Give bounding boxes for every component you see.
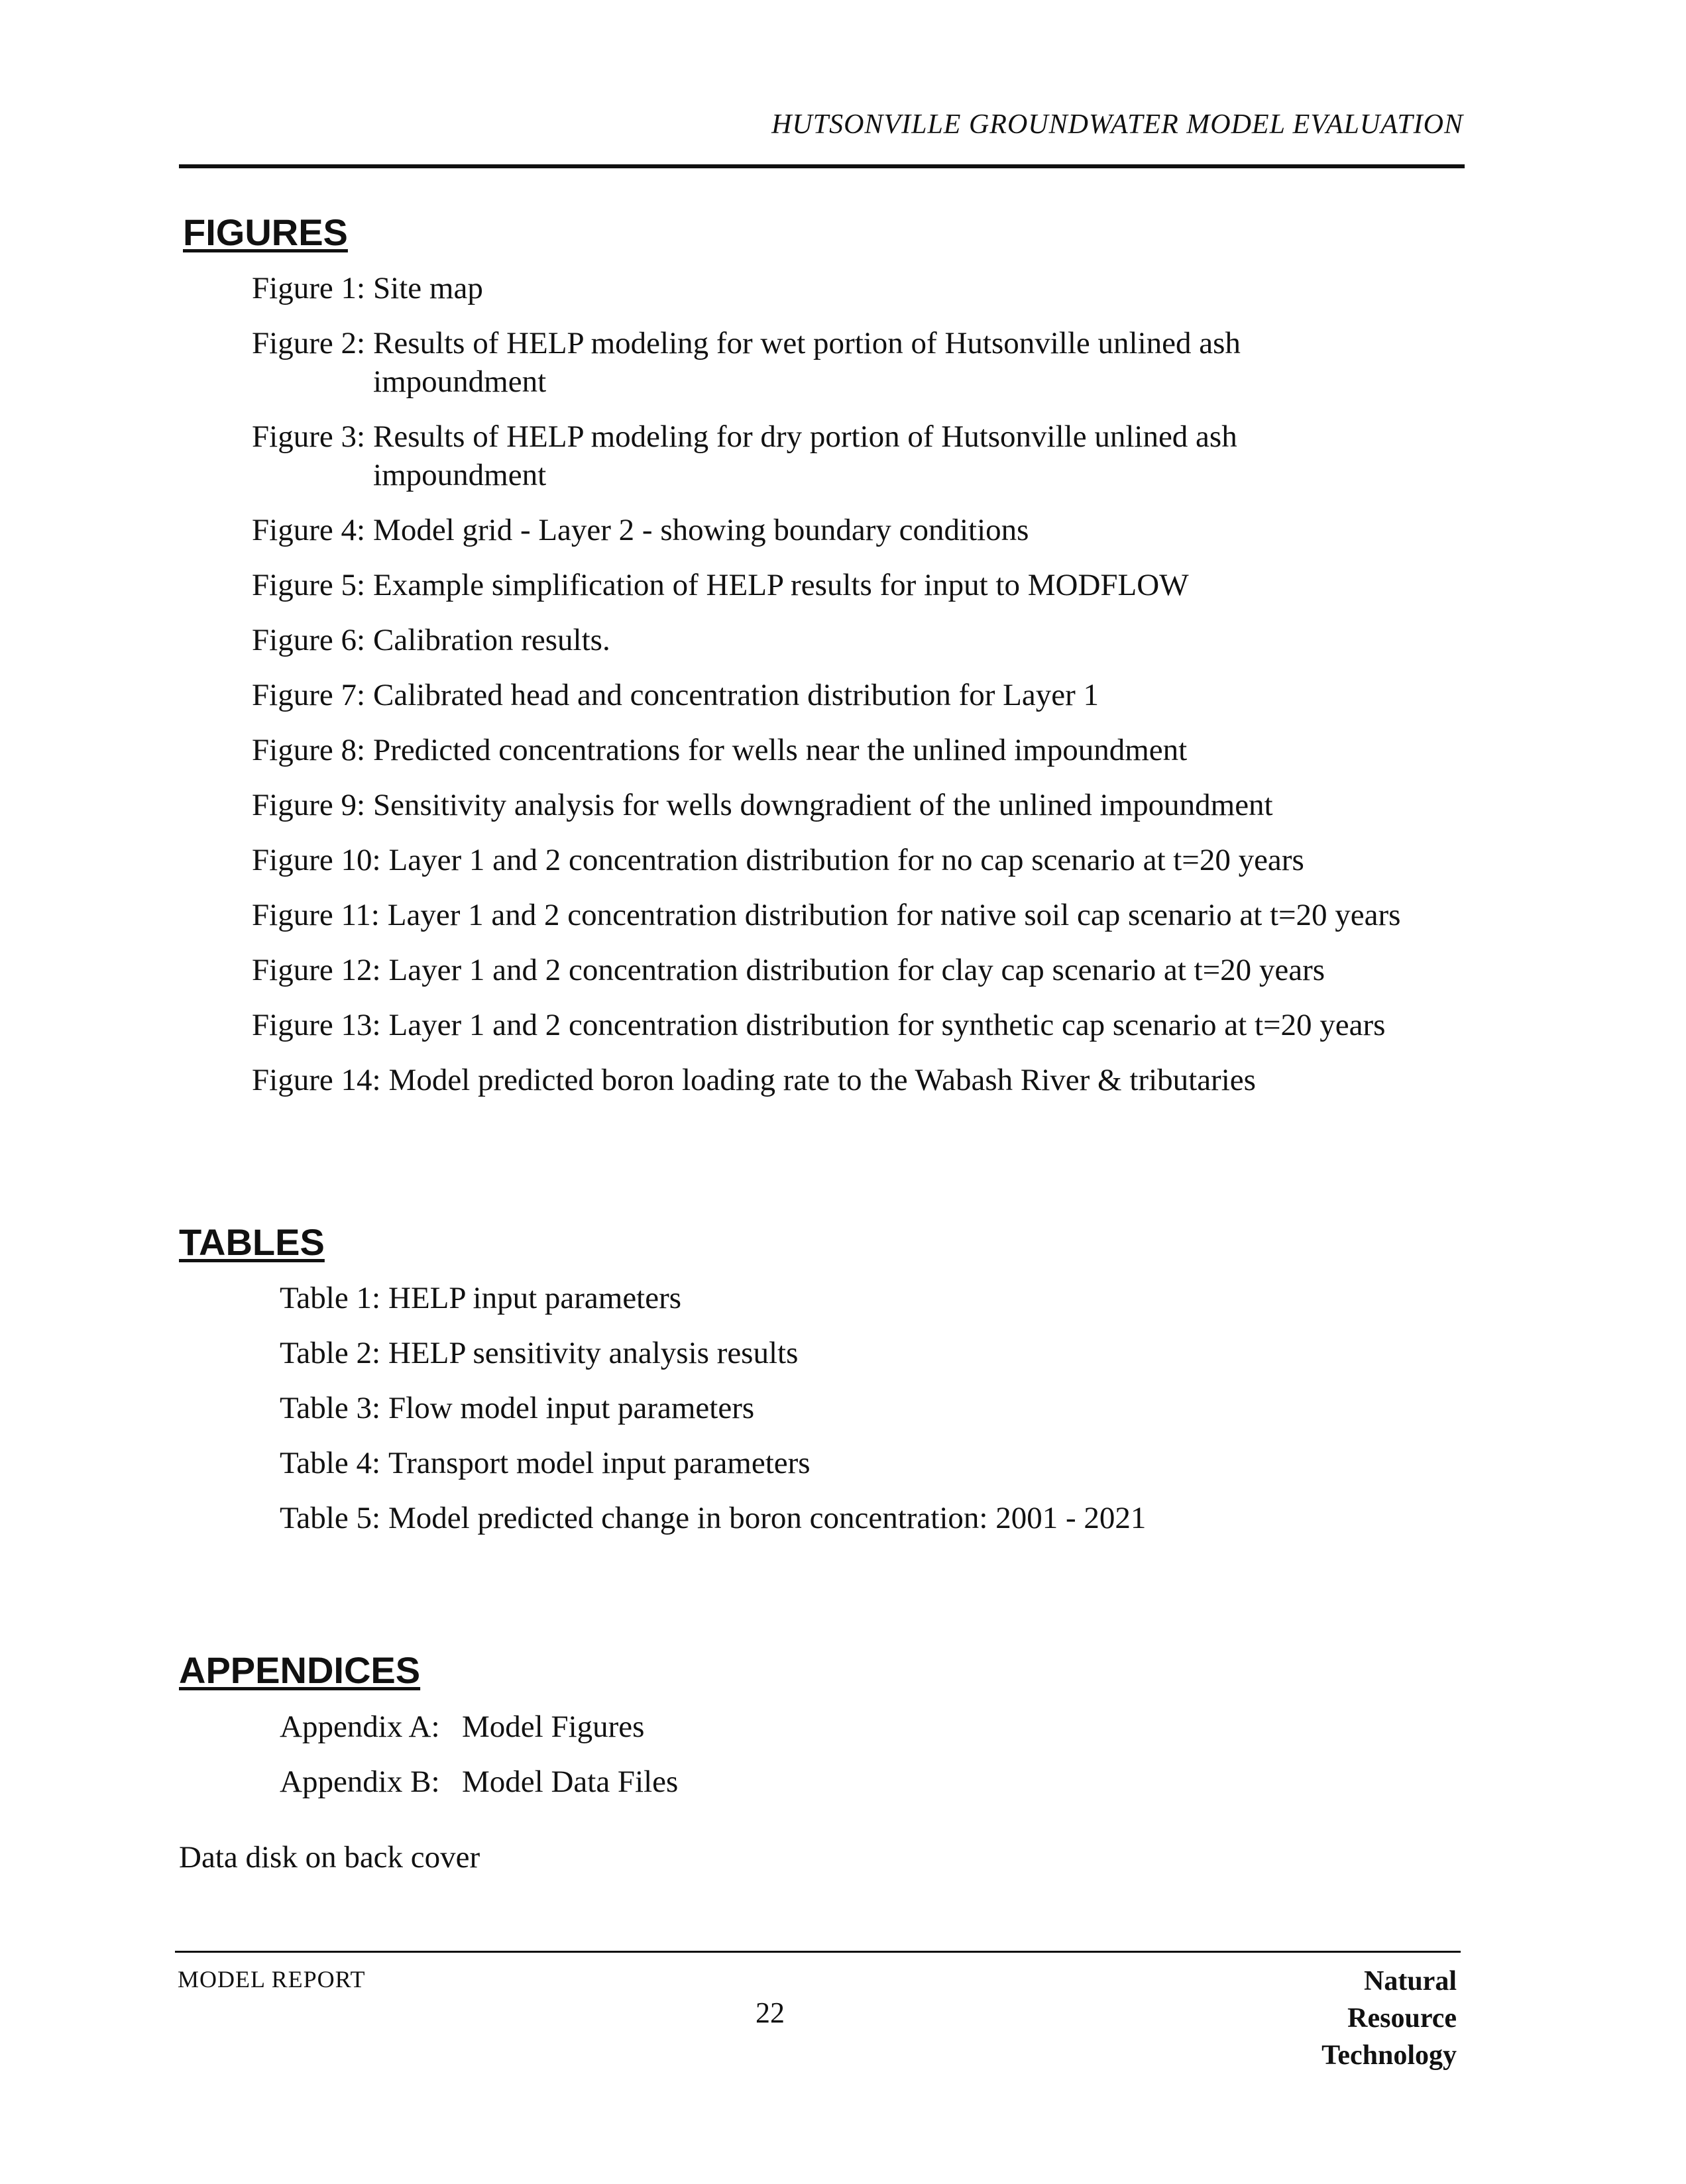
list-item [252,1061,1471,1099]
list-item [252,511,1471,549]
list-item [252,676,1471,714]
figure-title: Layer 1 and 2 concentration distribution for synthetic cap scenario at t=20 years [388,1008,1386,1042]
table-title: Transport model input parameters [388,1446,811,1480]
list-item [252,1006,1471,1044]
figure-label: Figure 10: [252,843,381,877]
figure-title: Results of HELP modeling for dry portion of Hutsonville unlined ash impoundment [373,419,1237,492]
company-name [1321,1963,1457,2074]
figure-title: Model grid - Layer 2 - showing boundary conditions [373,513,1029,547]
table-label: Table 1: [280,1281,381,1315]
table-label: Table 5: [280,1501,381,1535]
figure-title: Calibrated head and concentration distribution for Layer 1 [373,678,1099,712]
figure-title: Sensitivity analysis for wells downgradient of the unlined impoundment [373,788,1273,822]
list-item [280,1499,1406,1537]
appendix-label: Appendix A: [280,1710,440,1744]
list-item [252,566,1471,604]
list-item [252,786,1471,824]
table-label: Table 2: [280,1336,381,1370]
data-disk-note: Data disk on back cover [179,1840,480,1875]
list-item [252,269,1471,307]
table-title: HELP input parameters [388,1281,682,1315]
appendix-list [280,1708,1208,1818]
company-line: Natural [1364,1966,1457,1996]
figure-label: Figure 7: [252,678,366,712]
company-line: Resource [1347,2003,1457,2034]
figure-title: Layer 1 and 2 concentration distribution for native soil cap scenario at t=20 years [387,898,1401,932]
tables-heading: TABLES [179,1221,325,1263]
running-header-title: HUTSONVILLE GROUNDWATER MODEL EVALUATION [771,109,1463,140]
table-title: Model predicted change in boron concentration: 2001 - 2021 [388,1501,1147,1535]
list-item [252,324,1471,401]
figure-label: Figure 5: [252,568,366,602]
list-item [252,731,1471,769]
table-label: Table 4: [280,1446,381,1480]
figure-label: Figure 9: [252,788,366,822]
figure-title: Layer 1 and 2 concentration distribution for clay cap scenario at t=20 years [388,953,1325,987]
list-item [280,1279,1406,1317]
list-item [280,1708,1208,1746]
list-item [280,1444,1406,1482]
table-title: HELP sensitivity analysis results [388,1336,799,1370]
figure-label: Figure 12: [252,953,381,987]
figure-label: Figure 11: [252,898,380,932]
figure-title: Calibration results. [373,623,610,657]
list-item [252,621,1471,659]
figure-title: Layer 1 and 2 concentration distribution for no cap scenario at t=20 years [388,843,1304,877]
figure-label: Figure 14: [252,1063,381,1097]
appendices-heading: APPENDICES [179,1649,421,1691]
figure-label: Figure 4: [252,513,366,547]
footer-report-label: MODEL REPORT [178,1966,366,1993]
page-number: 22 [756,1996,785,2029]
figure-title: Example simplification of HELP results for input to MODFLOW [373,568,1189,602]
list-item [280,1334,1406,1372]
figure-title: Site map [373,271,483,305]
figure-list [252,269,1471,1116]
header-rule [179,164,1465,168]
table-list [280,1279,1406,1554]
figure-label: Figure 3: [252,419,366,454]
list-item [252,951,1471,989]
figures-heading: FIGURES [183,211,348,253]
figure-label: Figure 2: [252,326,366,360]
list-item [252,896,1471,934]
figure-label: Figure 6: [252,623,366,657]
list-item [280,1763,1208,1801]
figure-label: Figure 8: [252,733,366,767]
list-item [252,841,1471,879]
footer-rule [175,1951,1461,1953]
figure-title: Predicted concentrations for wells near the unlined impoundment [373,733,1188,767]
figure-title: Results of HELP modeling for wet portion of Hutsonville unlined ash impoundment [373,326,1241,399]
table-title: Flow model input parameters [388,1391,755,1425]
appendix-label: Appendix B: [280,1765,440,1799]
figure-label: Figure 13: [252,1008,381,1042]
figure-title: Model predicted boron loading rate to the Wabash River & tributaries [388,1063,1256,1097]
list-item [252,417,1471,494]
figure-label: Figure 1: [252,271,366,305]
company-line: Technology [1321,2040,1457,2071]
appendix-title: Model Figures [462,1710,645,1744]
list-item [280,1389,1406,1427]
appendix-title: Model Data Files [462,1765,679,1799]
table-label: Table 3: [280,1391,381,1425]
